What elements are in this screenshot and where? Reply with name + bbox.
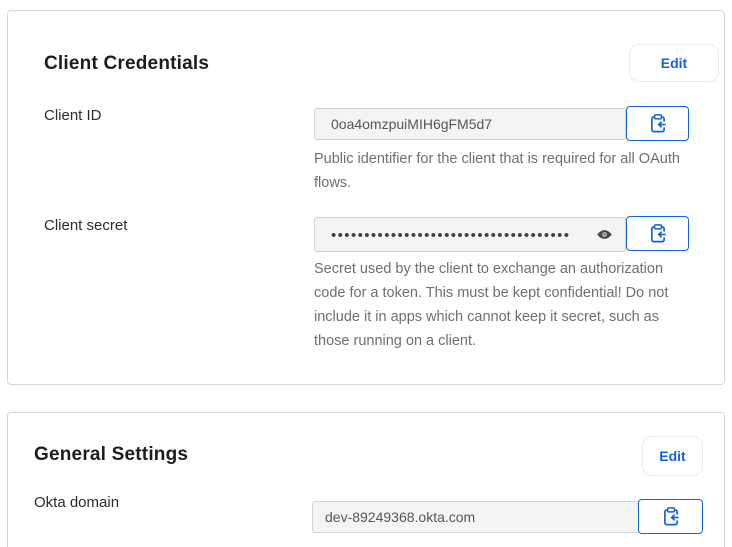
help-line: code for a token. This must be kept confidential! Do not xyxy=(314,285,669,301)
eye-icon xyxy=(596,229,613,240)
help-line: those running on a client. xyxy=(314,333,477,349)
copy-icon xyxy=(650,114,666,133)
client-credentials-title: Client Credentials xyxy=(44,53,210,74)
client-secret-label: Client secret xyxy=(44,217,128,234)
client-id-value: 0oa4omzpuiMIH6gFM5d7 xyxy=(331,116,493,132)
help-line: include it in apps which cannot keep it secret, such as xyxy=(314,309,659,325)
edit-general-settings-button[interactable]: Edit xyxy=(642,436,703,476)
copy-okta-domain-button[interactable] xyxy=(638,499,703,534)
client-secret-masked-value: •••••••••••••••••••••••••••••••••••• xyxy=(331,227,571,243)
general-settings-card xyxy=(7,412,725,547)
toggle-secret-visibility-button[interactable] xyxy=(590,229,613,240)
copy-client-id-button[interactable] xyxy=(626,106,689,141)
client-id-label: Client ID xyxy=(44,107,102,124)
client-id-help xyxy=(314,147,680,195)
help-line: Secret used by the client to exchange an authorization xyxy=(314,261,664,277)
client-id-field[interactable] xyxy=(314,108,626,140)
client-secret-field[interactable] xyxy=(314,217,626,252)
okta-domain-field[interactable] xyxy=(312,501,639,533)
copy-client-secret-button[interactable] xyxy=(626,216,689,251)
edit-client-credentials-button[interactable]: Edit xyxy=(629,44,719,82)
general-settings-title: General Settings xyxy=(34,444,189,465)
help-line: Public identifier for the client that is required for all OAuth xyxy=(314,151,680,167)
client-secret-help xyxy=(314,257,668,353)
copy-icon xyxy=(663,507,679,526)
okta-domain-value: dev-89249368.okta.com xyxy=(325,509,476,525)
help-line: flows. xyxy=(314,175,352,191)
client-credentials-card xyxy=(7,10,725,385)
copy-icon xyxy=(650,224,666,243)
okta-domain-label: Okta domain xyxy=(34,494,120,511)
